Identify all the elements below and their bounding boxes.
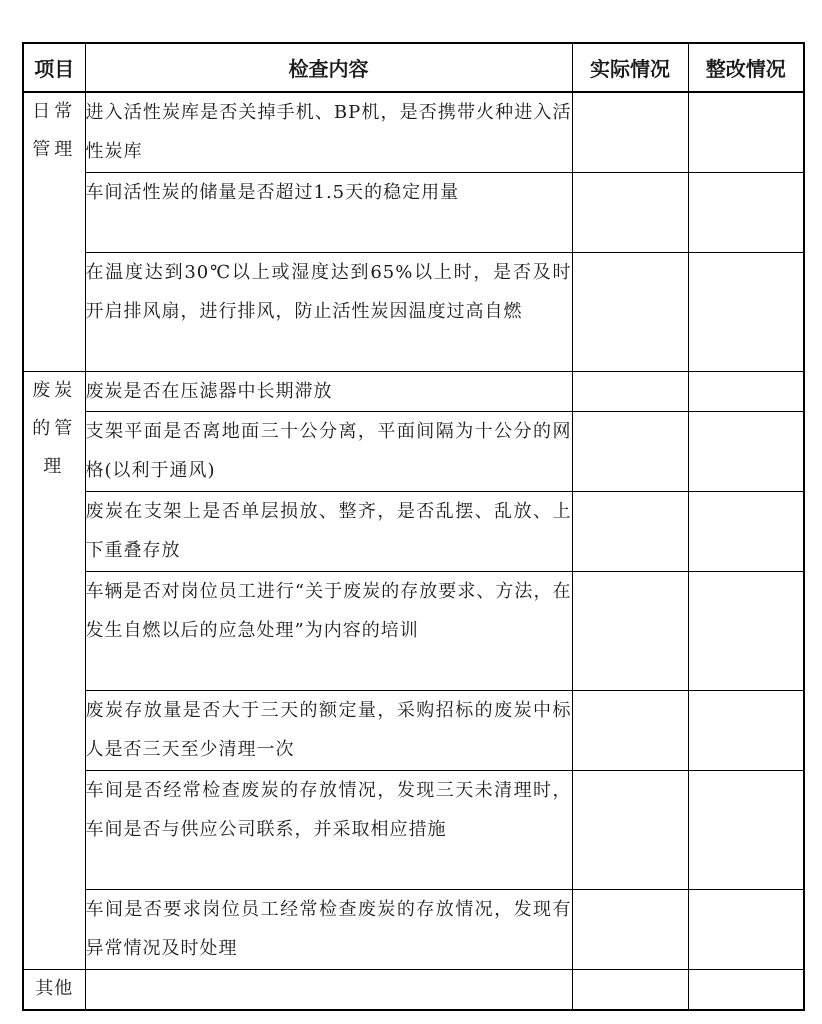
actual-cell	[572, 253, 688, 372]
table-row	[23, 492, 804, 572]
table-header-row	[23, 43, 804, 92]
table-row	[23, 890, 804, 970]
rectify-cell	[688, 771, 804, 890]
header-content: 检查内容	[85, 43, 572, 92]
table-row	[23, 970, 804, 1011]
table-row	[23, 253, 804, 372]
actual-cell	[572, 970, 688, 1011]
actual-cell	[572, 691, 688, 771]
actual-cell	[572, 771, 688, 890]
table-row	[23, 412, 804, 492]
check-item: 废炭是否在压滤器中长期滞放	[85, 372, 572, 412]
check-item: 废炭存放量是否大于三天的额定量，采购招标的废炭中标人是否三天至少清理一次	[85, 691, 572, 771]
category-other: 其他	[23, 970, 85, 1011]
actual-cell	[572, 173, 688, 253]
actual-cell	[572, 412, 688, 492]
actual-cell	[572, 372, 688, 412]
rectify-cell	[688, 253, 804, 372]
header-actual: 实际情况	[572, 43, 688, 92]
actual-cell	[572, 92, 688, 173]
rectify-cell	[688, 492, 804, 572]
check-item: 车间是否要求岗位员工经常检查废炭的存放情况，发现有异常情况及时处理	[85, 890, 572, 970]
rectify-cell	[688, 92, 804, 173]
check-item: 车间是否经常检查废炭的存放情况，发现三天未清理时，车间是否与供应公司联系，并采取相应措施	[85, 771, 572, 890]
header-rectify: 整改情况	[688, 43, 804, 92]
check-item: 车间活性炭的储量是否超过1.5天的稳定用量	[85, 173, 572, 253]
check-item: 车辆是否对岗位员工进行“关于废炭的存放要求、方法，在发生自燃以后的应急处理”为内容的培训	[85, 572, 572, 691]
table-row	[23, 572, 804, 691]
rectify-cell	[688, 412, 804, 492]
header-item: 项目	[23, 43, 85, 92]
rectify-cell	[688, 890, 804, 970]
rectify-cell	[688, 572, 804, 691]
check-item	[85, 970, 572, 1011]
category-waste-carbon-management: 废炭的管理	[23, 372, 85, 970]
table-row	[23, 372, 804, 412]
actual-cell	[572, 492, 688, 572]
rectify-cell	[688, 970, 804, 1011]
rectify-cell	[688, 173, 804, 253]
table-row	[23, 691, 804, 771]
check-item: 支架平面是否离地面三十公分离，平面间隔为十公分的网格(以利于通风)	[85, 412, 572, 492]
inspection-checklist-table	[22, 42, 805, 1011]
table-row	[23, 173, 804, 253]
rectify-cell	[688, 372, 804, 412]
check-item: 进入活性炭库是否关掉手机、BP机，是否携带火种进入活性炭库	[85, 92, 572, 173]
actual-cell	[572, 572, 688, 691]
rectify-cell	[688, 691, 804, 771]
check-item: 废炭在支架上是否单层损放、整齐，是否乱摆、乱放、上下重叠存放	[85, 492, 572, 572]
category-daily-management: 日常管理	[23, 92, 85, 372]
table-row	[23, 92, 804, 173]
table-row	[23, 771, 804, 890]
check-item: 在温度达到30℃以上或湿度达到65%以上时，是否及时开启排风扇，进行排风，防止活性炭因温度过高自燃	[85, 253, 572, 372]
actual-cell	[572, 890, 688, 970]
